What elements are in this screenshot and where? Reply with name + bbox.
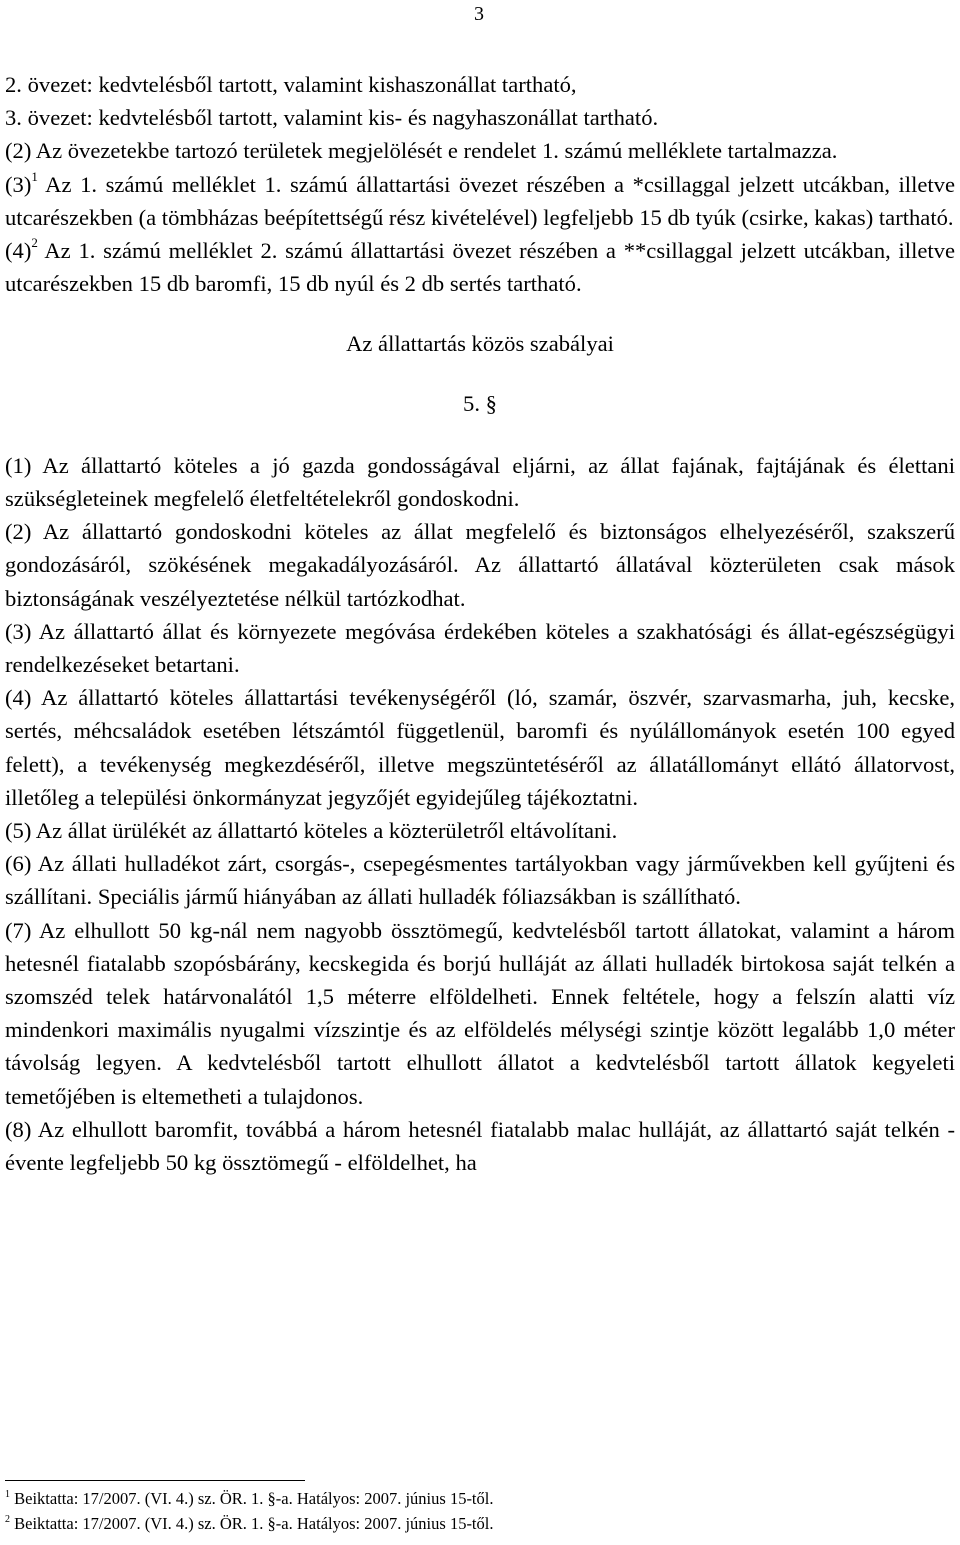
document-body xyxy=(5,68,955,1179)
paragraph-4-prefix: (4) xyxy=(5,238,32,264)
footnote-1-text: Beiktatta: 17/2007. (VI. 4.) sz. ÖR. 1. §-a. Hatályos: 2007. június 15-től. xyxy=(10,1489,494,1508)
section-heading: Az állattartás közös szabályai xyxy=(346,331,614,357)
footnote-2-text: Beiktatta: 17/2007. (VI. 4.) sz. ÖR. 1. §-a. Hatályos: 2007. június 15-től. xyxy=(10,1514,494,1533)
footnote-2-number: 2 xyxy=(5,1513,10,1525)
footnotes xyxy=(5,1480,955,1536)
footnote-1 xyxy=(5,1486,955,1511)
paragraph-3-text: Az 1. számú melléklet 1. számú állattartási övezet részében a *csillaggal jelzett utcákban, illetve utcarészekben (a tömbházas beépítettségű rész kivételével) legfeljebb 15 db tyúk (csirke, kakas) tartható. xyxy=(5,171,955,230)
paragraph-2: (2) Az övezetekbe tartozó területek megjelölését e rendelet 1. számú melléklete tartalmazza. xyxy=(5,138,838,164)
section-5-paragraph-2: (2) Az állattartó gondoskodni köteles az állat megfelelő és biztonságos elhelyezéséről, szakszerű gondozásáról, szökésének megakadályozásáról. Az állattartó állatával közterületen csak mások biztonságának veszélyeztetése nélkül tartózkodhat. xyxy=(5,519,955,611)
paragraph-4-text: Az 1. számú melléklet 2. számú állattartási övezet részében a **csillaggal jelzett utcákban, illetve utcarészekben 15 db baromfi, 15 db nyúl és 2 db sertés tartható. xyxy=(5,238,955,297)
section-5-paragraph-6: (6) Az állati hulladékot zárt, csorgás-, csepegésmentes tartályokban vagy járművekben kell gyűjteni és szállítani. Speciális jármű hiányában az állati hulladék fóliazsákban is szállítható. xyxy=(5,851,955,910)
section-5-paragraph-7: (7) Az elhullott 50 kg-nál nem nagyobb össztömegű, kedvtelésből tartott állatokat, valamint a három hetesnél fiatalabb szopósbárány, kecskegida és borjú hulláját az állati hulladék birtokosa saját telkén a szomszéd telek határvonalától 1,5 méterre elföldelheti. Ennek feltétele, hogy a felszín alatti víz mindenkori maximális nyugalmi vízszintje és az elföldelés mélységi szintje között legalább 1,0 méter távolság legyen. A kedvtelésből tartott elhullott állatot a kedvtelésből tartott állatok kegyeleti temetőjében is eltemetheti a tulajdonos. xyxy=(5,917,955,1109)
page-number: 3 xyxy=(474,3,484,25)
section-5-paragraph-3: (3) Az állattartó állat és környezete megóvása érdekében köteles a szakhatósági és állat-egészségügyi rendelkezéseket betartani. xyxy=(5,618,955,678)
paragraph-4 xyxy=(5,234,955,300)
section-5-paragraph-1: (1) Az állattartó köteles a jó gazda gondosságával eljárni, az állat fajának, fajtájának és élettani szükségleteinek megfelelő életfeltételekről gondoskodni. xyxy=(5,452,955,512)
section-5-paragraph-4: (4) Az állattartó köteles állattartási tevékenységéről (ló, szamár, öszvér, szarvasmarha, juh, kecske, sertés, méhcsaládok esetében létszámtól függetlenül, baromfi és nyúlállományok esetén 100 egyed felett), a tevékenység megkezdéséről, illetve megszüntetéséről az állatállományt ellátó állatorvost, illetőleg a települési önkormányzat jegyzőjét egyidejűleg tájékoztatni. xyxy=(5,685,955,810)
footnote-ref-2[interactable]: 2 xyxy=(31,235,38,251)
zone-3-paragraph: 3. övezet: kedvtelésből tartott, valamint kis- és nagyhaszonállat tartható. xyxy=(5,105,659,131)
footnote-1-number: 1 xyxy=(5,1488,10,1500)
section-number: 5. § xyxy=(463,390,497,416)
footnote-divider xyxy=(5,1480,305,1481)
paragraph-3-prefix: (3) xyxy=(5,171,32,197)
paragraph-3 xyxy=(5,168,955,234)
section-5-paragraph-5: (5) Az állat ürülékét az állattartó köteles a közterületről eltávolítani. xyxy=(5,818,618,844)
section-5-paragraph-8: (8) Az elhullott baromfit, továbbá a három hetesnél fiatalabb malac hulláját, az állattartó saját telkén - évente legfeljebb 50 kg össztömegű - elföldelhet, ha xyxy=(5,1116,955,1176)
footnote-ref-1[interactable]: 1 xyxy=(31,169,38,185)
footnote-2 xyxy=(5,1511,955,1536)
zone-2-paragraph: 2. övezet: kedvtelésből tartott, valamint kishaszonállat tartható, xyxy=(5,72,577,97)
